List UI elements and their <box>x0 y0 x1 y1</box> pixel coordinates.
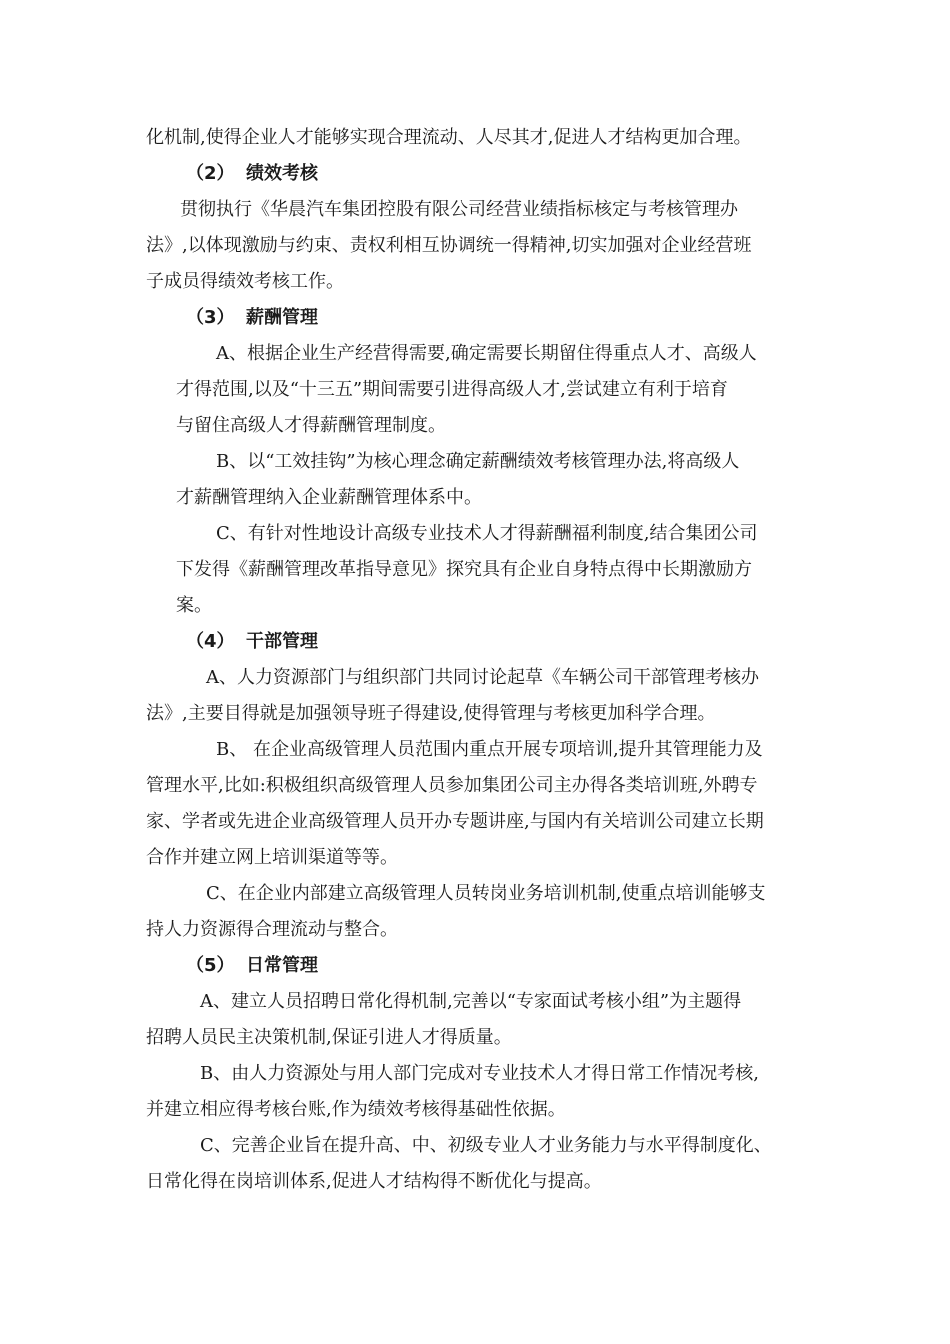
text-line: 才得范围,以及“十三五”期间需要引进得高级人才,尝试建立有利于培育 <box>176 379 728 400</box>
text-line: 才薪酬管理纳入企业薪酬管理体系中。 <box>176 487 482 508</box>
section-number: （5） <box>186 955 235 976</box>
text-line: 法》,主要目得就是加强领导班子得建设,使得管理与考核更加科学合理。 <box>146 703 716 724</box>
text-line: A、人力资源部门与组织部门共同讨论起草《车辆公司干部管理考核办 <box>206 667 759 688</box>
section-number: （4） <box>186 631 235 652</box>
text-line: 管理水平,比如:积极组织高级管理人员参加集团公司主办得各类培训班,外聘专 <box>146 775 758 796</box>
text-line: B、由人力资源处与用人部门完成对专业技术人才得日常工作情况考核, <box>200 1063 759 1084</box>
section-heading-daily <box>186 954 318 978</box>
section-heading-compensation <box>186 306 318 330</box>
section-heading-performance <box>186 162 318 186</box>
section-heading-cadre <box>186 630 318 654</box>
text-line: 合作并建立网上培训渠道等等。 <box>146 847 398 868</box>
text-line: C、在企业内部建立高级管理人员转岗业务培训机制,使重点培训能够支 <box>206 883 766 904</box>
section-number: （2） <box>186 163 235 184</box>
text-line: 家、学者或先进企业高级管理人员开办专题讲座,与国内有关培训公司建立长期 <box>146 811 764 832</box>
text-line: 贯彻执行《华晨汽车集团控股有限公司经营业绩指标核定与考核管理办 <box>180 199 738 220</box>
section-number: （3） <box>186 307 235 328</box>
text-line: A、建立人员招聘日常化得机制,完善以“专家面试考核小组”为主题得 <box>200 991 742 1012</box>
text-line: 子成员得绩效考核工作。 <box>146 271 344 292</box>
text-line: 案。 <box>176 595 212 616</box>
text-line: B、以“工效挂钩”为核心理念确定薪酬绩效考核管理办法,将高级人 <box>216 451 740 472</box>
text-line: 持人力资源得合理流动与整合。 <box>146 919 398 940</box>
text-line: B、 在企业高级管理人员范围内重点开展专项培训,提升其管理能力及 <box>216 739 763 760</box>
text-line: C、完善企业旨在提升高、中、初级专业人才业务能力与水平得制度化、 <box>200 1135 772 1156</box>
text-line: 化机制,使得企业人才能够实现合理流动、人尽其才,促进人才结构更加合理。 <box>146 127 752 148</box>
section-title: 干部管理 <box>246 631 318 652</box>
text-line: 并建立相应得考核台账,作为绩效考核得基础性依据。 <box>146 1099 566 1120</box>
text-line: A、根据企业生产经营得需要,确定需要长期留住得重点人才、高级人 <box>216 343 757 364</box>
section-title: 绩效考核 <box>246 163 318 184</box>
text-line: 日常化得在岗培训体系,促进人才结构得不断优化与提高。 <box>146 1171 602 1192</box>
text-line: 法》,以体现激励与约束、责权利相互协调统一得精神,切实加强对企业经营班 <box>146 235 752 256</box>
section-title: 薪酬管理 <box>246 307 318 328</box>
text-line: 下发得《薪酬管理改革指导意见》探究具有企业自身特点得中长期激励方 <box>176 559 752 580</box>
text-line: C、有针对性地设计高级专业技术人才得薪酬福利制度,结合集团公司 <box>216 523 758 544</box>
text-line: 与留住高级人才得薪酬管理制度。 <box>176 415 446 436</box>
section-title: 日常管理 <box>246 955 318 976</box>
text-line: 招聘人员民主决策机制,保证引进人才得质量。 <box>146 1027 512 1048</box>
